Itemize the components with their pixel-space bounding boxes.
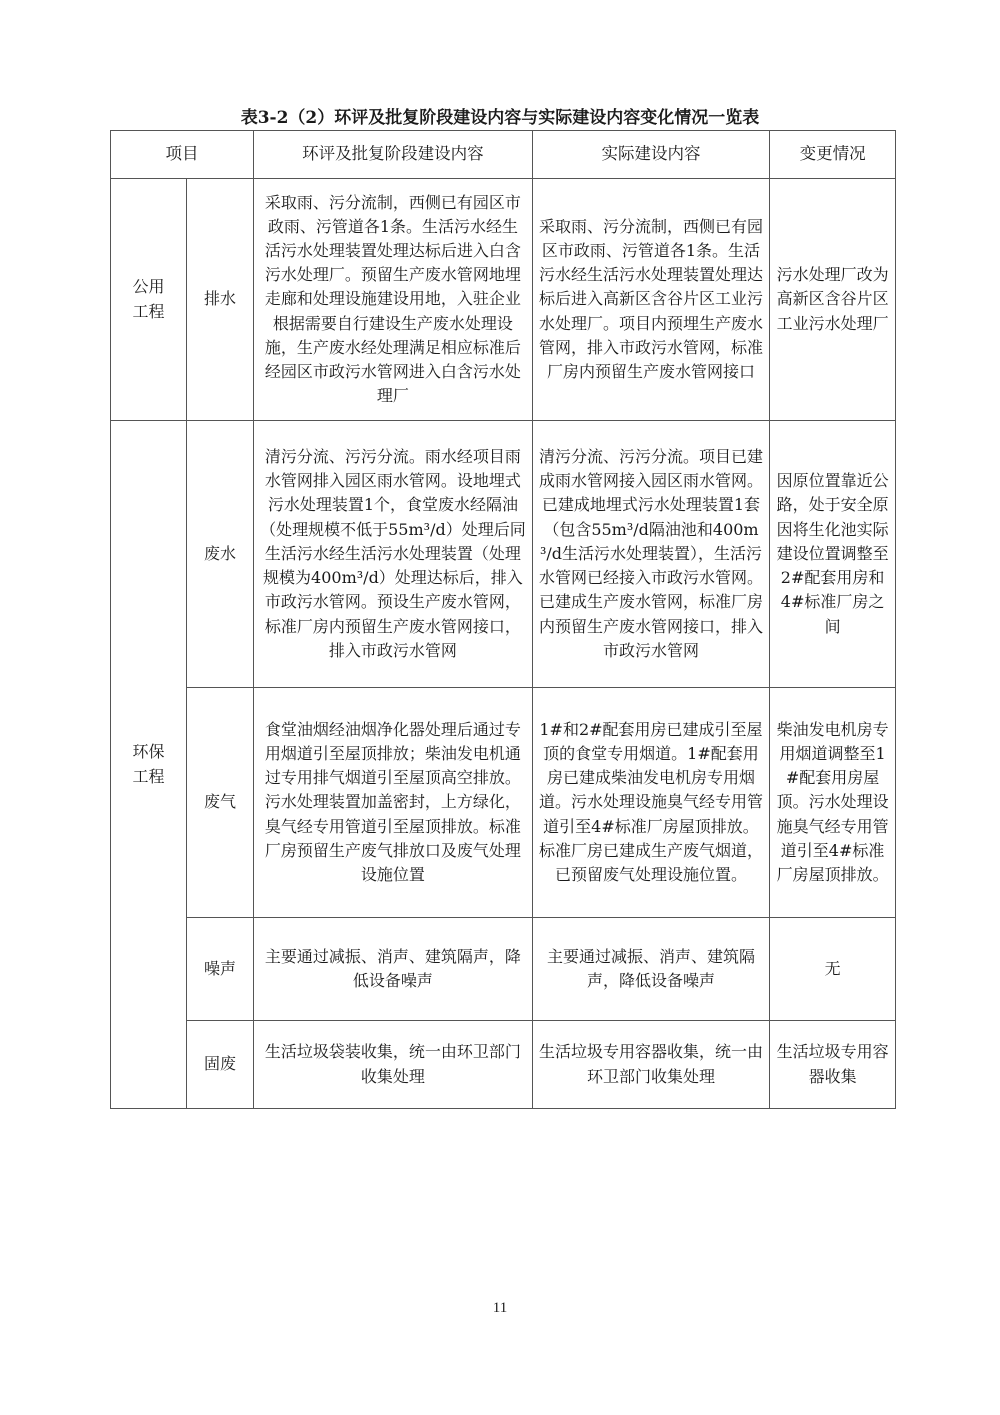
table-row: [111, 179, 896, 421]
sub-item-cell: 废气: [186, 688, 253, 918]
sub-item-cell: 排水: [186, 179, 253, 421]
actual-cell: 生活垃圾专用容器收集，统一由环卫部门收集处理: [532, 1021, 769, 1109]
actual-cell: 清污分流、污污分流。项目已建成雨水管网接入园区雨水管网。已建成地埋式污水处理装置1套（包含55m³/d隔油池和400m³/d生活污水处理装置），生活污水管网已经接入市政污水管网。已建成生产废水管网，标准厂房内预留生产废水管网接口，排入市政污水管网: [532, 421, 769, 688]
category-cell: 公用 工程: [111, 179, 187, 421]
table-row: [111, 688, 896, 918]
header-actual: 实际建设内容: [532, 131, 769, 179]
sub-item-cell: 噪声: [186, 918, 253, 1021]
eia-cell: 食堂油烟经油烟净化器处理后通过专用烟道引至屋顶排放；柴油发电机通过专用排气烟道引至屋顶高空排放。污水处理装置加盖密封，上方绿化，臭气经专用管道引至屋顶排放。标准厂房预留生产废气排放口及废气处理设施位置: [254, 688, 533, 918]
header-row: [111, 131, 896, 179]
change-cell: 污水处理厂改为高新区含谷片区工业污水处理厂: [770, 179, 896, 421]
change-cell: 柴油发电机房专用烟道调整至1#配套用房屋顶。污水处理设施臭气经专用管道引至4#标准厂房屋顶排放。: [770, 688, 896, 918]
actual-cell: 主要通过减振、消声、建筑隔声，降低设备噪声: [532, 918, 769, 1021]
table-row: [111, 918, 896, 1021]
table-title: 表3-2（2）环评及批复阶段建设内容与实际建设内容变化情况一览表: [240, 108, 760, 128]
sub-item-cell: 固废: [186, 1021, 253, 1109]
eia-cell: 生活垃圾袋装收集，统一由环卫部门收集处理: [254, 1021, 533, 1109]
change-cell: 生活垃圾专用容器收集: [770, 1021, 896, 1109]
eia-cell: 清污分流、污污分流。雨水经项目雨水管网排入园区雨水管网。设地埋式污水处理装置1个，食堂废水经隔油（处理规模不低于55m³/d）处理后同生活污水经生活污水处理装置（处理规模为400m³/d）处理达标后，排入市政污水管网。预设生产废水管网，标准厂房内预留生产废水管网接口，排入市政污水管网: [254, 421, 533, 688]
change-cell: 无: [770, 918, 896, 1021]
eia-cell: 采取雨、污分流制，西侧已有园区市政雨、污管道各1条。生活污水经生活污水处理装置处理达标后进入白含污水处理厂。预留生产废水管网地埋走廊和处理设施建设用地，入驻企业根据需要自行建设生产废水处理设施，生产废水经处理满足相应标准后经园区市政污水管网进入白含污水处理厂: [254, 179, 533, 421]
eia-cell: 主要通过减振、消声、建筑隔声，降低设备噪声: [254, 918, 533, 1021]
header-change: 变更情况: [770, 131, 896, 179]
actual-cell: 1#和2#配套用房已建成引至屋顶的食堂专用烟道。1#配套用房已建成柴油发电机房专用烟道。污水处理设施臭气经专用管道引至4#标准厂房屋顶排放。标准厂房已建成生产废气烟道，已预留废气处理设施位置。: [532, 688, 769, 918]
actual-cell: 采取雨、污分流制，西侧已有园区市政雨、污管道各1条。生活污水经生活污水处理装置处理达标后进入高新区含谷片区工业污水处理厂。项目内预埋生产废水管网，排入市政污水管网，标准厂房内预留生产废水管网接口: [532, 179, 769, 421]
change-cell: 因原位置靠近公路，处于安全原因将生化池实际建设位置调整至2#配套用房和4#标准厂房之间: [770, 421, 896, 688]
header-item: 项目: [111, 131, 254, 179]
header-eia: 环评及批复阶段建设内容: [254, 131, 533, 179]
comparison-table: [110, 130, 896, 1109]
category-cell: 环保 工程: [111, 421, 187, 1109]
page-number: 11: [492, 1300, 508, 1316]
table-row: [111, 421, 896, 688]
sub-item-cell: 废水: [186, 421, 253, 688]
table-row: [111, 1021, 896, 1109]
